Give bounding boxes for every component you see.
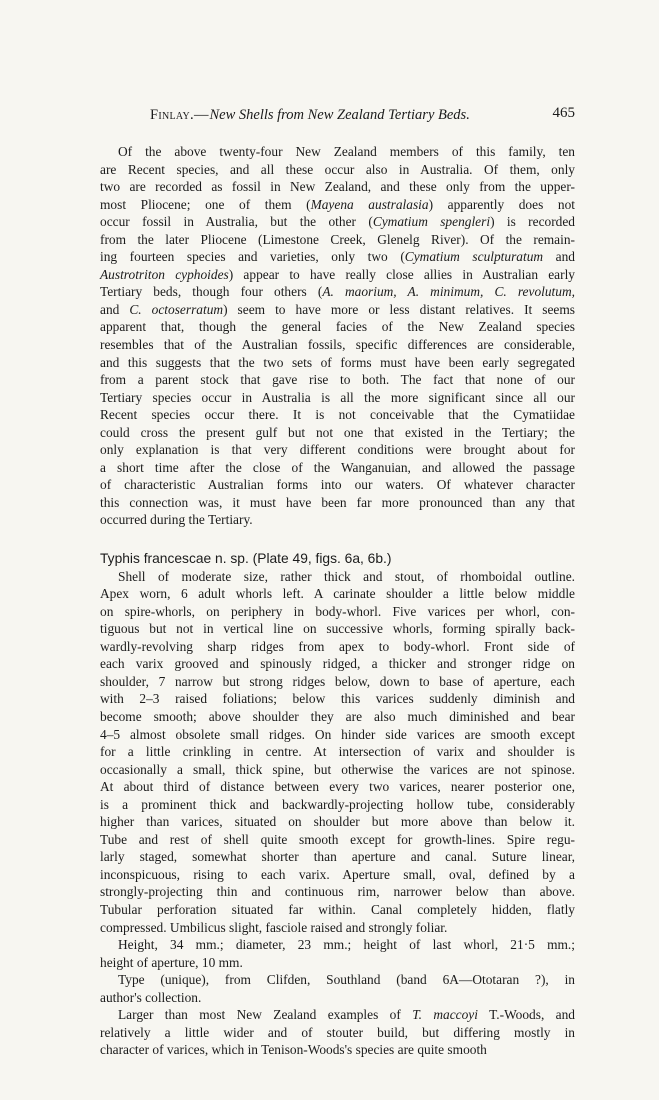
text-line — [100, 459, 575, 477]
text-line — [100, 638, 575, 656]
text-line — [100, 143, 575, 161]
text-run: ) seem to have more or less distant relatives. It seems — [223, 301, 575, 317]
paragraph-comparison — [100, 1006, 575, 1059]
text-line — [100, 389, 575, 407]
text-run: ) apparently does not — [428, 196, 575, 212]
text-line — [100, 901, 575, 919]
text-line — [100, 266, 575, 284]
text-run: Cymatium sculpturatum — [404, 249, 544, 265]
text-line — [100, 318, 575, 336]
page-number: 465 — [552, 105, 575, 121]
text-line — [100, 371, 575, 389]
text-line — [100, 178, 575, 196]
text-run: for a little crinkling in centre. At intersection of varix and shoulder is — [100, 744, 575, 760]
text-run: Austrotriton cyphoides — [100, 266, 229, 282]
text-line — [100, 919, 575, 937]
text-run: inconspicuous, rising to each varix. Aperture small, oval, defined by a — [100, 866, 575, 882]
text-run: strongly-projecting thin and continuous rim, narrower below than above. — [100, 884, 575, 900]
text-line — [100, 441, 575, 459]
text-run: of characteristic Australian forms into our waters. Of whatever character — [100, 477, 575, 493]
text-run: and this suggests that the two sets of forms must have been early segregated — [100, 354, 575, 370]
text-run: height of aperture, 10 mm. — [100, 954, 243, 970]
text-line — [100, 971, 575, 989]
text-line — [100, 476, 575, 494]
text-line — [100, 1024, 575, 1042]
species-name: Typhis francescae — [100, 551, 212, 567]
running-author: Finlay. — [150, 107, 194, 123]
text-run: each varix grooved and spinously ridged, a thicker and stronger ridge on — [100, 656, 575, 672]
text-line — [100, 406, 575, 424]
text-run: from a parent stock that gave rise to both. The fact that none of our — [100, 372, 575, 388]
text-line — [100, 761, 575, 779]
species-status: n. sp. — [215, 551, 249, 567]
text-line — [100, 778, 575, 796]
text-run: Tubular perforation situated far within. Canal completely hidden, flatly — [100, 901, 575, 917]
running-title — [150, 107, 470, 124]
text-run: larly staged, somewhat shorter than aperture and canal. Suture linear, — [100, 849, 575, 865]
text-run: shoulder, 7 narrow but strong ridges below, down to base of aperture, each — [100, 673, 575, 689]
text-run: compressed. Umbilicus slight, fasciole raised and strongly foliar. — [100, 919, 448, 935]
running-dash: — — [193, 107, 209, 123]
text-line — [100, 673, 575, 691]
text-run: become smooth; above shoulder they are also much diminished and bear — [100, 708, 575, 724]
text-line — [100, 283, 575, 301]
text-line — [100, 424, 575, 442]
text-run: author's collection. — [100, 989, 202, 1005]
text-run: Tertiary species occur in Australia is all the more significant since all our — [100, 389, 575, 405]
paragraph-type-locality — [100, 971, 575, 1006]
paragraph-cymatiidae-distribution — [100, 143, 575, 529]
text-run: A. maorium, A. minimum, C. revolutum, — [322, 284, 575, 300]
text-run: wardly-revolving sharp ridges from apex to body-whorl. Front side of — [100, 638, 575, 654]
text-run: Shell of moderate size, rather thick and stout, of rhomboidal outline. — [118, 568, 575, 584]
text-run: occasionally a small, thick spine, but otherwise the varices are not spinose. — [100, 761, 575, 777]
text-line — [100, 989, 575, 1007]
text-line — [100, 161, 575, 179]
text-line — [100, 690, 575, 708]
text-line — [100, 936, 575, 954]
plate-reference: (Plate 49, figs. 6a, 6b.) — [252, 551, 392, 567]
text-run: Tertiary beds, though four others ( — [100, 284, 323, 300]
text-run: Apex worn, 6 adult whorls left. A carinate shoulder a little below middle — [100, 586, 575, 602]
text-run: ) is recorded — [490, 214, 576, 230]
text-run: with 2–3 raised foliations; below this varices suddenly diminish and — [100, 691, 575, 707]
text-run: on spire-whorls, on periphery in body-whorl. Five varices per whorl, con- — [100, 603, 575, 619]
text-run: only explanation is that very different conditions were brought about for — [100, 442, 575, 458]
species-heading — [100, 550, 575, 568]
text-run: is a prominent thick and backwardly-projecting hollow tube, considerably — [100, 796, 575, 812]
text-run: ) appear to have really close allies in Australian early — [228, 266, 576, 282]
text-run: Cymatium spengleri — [372, 214, 491, 230]
text-line — [100, 231, 575, 249]
text-line — [100, 655, 575, 673]
text-run: At about third of distance between every two varices, nearer posterior one, — [100, 779, 575, 795]
text-run: from the later Pliocene (Limestone Creek, Glenelg River). Of the remain- — [100, 231, 575, 247]
text-run: apparent that, though the general facies of the New Zealand species — [100, 319, 575, 335]
page-header — [150, 107, 575, 127]
text-line — [100, 603, 575, 621]
text-line — [100, 301, 575, 319]
running-title-text: New Shells from New Zealand Tertiary Beds. — [209, 107, 470, 123]
text-run: relatively a little wider and of stouter build, but differing mostly in — [100, 1024, 575, 1040]
text-run: resembles that of the Australian fossils, specific differences are considerable, — [100, 337, 575, 353]
text-run: a short time after the close of the Wanganuian, and allowed the passage — [100, 459, 575, 475]
text-line — [100, 743, 575, 761]
text-line — [100, 831, 575, 849]
text-run: Tube and rest of shell quite smooth except for growth-lines. Spire regu- — [100, 831, 575, 847]
text-run: 4–5 almost obsolete small ridges. On hinder side varices are smooth except — [100, 726, 575, 742]
text-line — [100, 954, 575, 972]
text-line — [100, 213, 575, 231]
text-line — [100, 866, 575, 884]
text-line — [100, 620, 575, 638]
text-run: and — [100, 301, 130, 317]
text-run: occurred during the Tertiary. — [100, 512, 253, 528]
text-line — [100, 511, 575, 529]
text-run: this connection was, it must have been far more pronounced than any that — [100, 494, 575, 510]
text-run: could cross the present gulf but not one that existed in the Tertiary; the — [100, 424, 575, 440]
text-line — [100, 248, 575, 266]
text-run: are Recent species, and all these occur also in Australia. Of them, only — [100, 161, 575, 177]
text-line — [100, 726, 575, 744]
text-line — [100, 813, 575, 831]
text-line — [100, 1041, 575, 1059]
section-gap — [100, 529, 575, 550]
text-line — [100, 883, 575, 901]
text-line — [100, 336, 575, 354]
text-run: and — [543, 249, 575, 265]
text-run: most Pliocene; one of them ( — [100, 196, 311, 212]
text-run: Larger than most New Zealand examples of — [118, 1007, 413, 1023]
text-run: Height, 34 mm.; diameter, 23 mm.; height of last whorl, 21·5 mm.; — [118, 937, 575, 953]
text-run: Of the above twenty-four New Zealand members of this family, ten — [118, 144, 575, 159]
text-line — [100, 354, 575, 372]
text-run: Type (unique), from Clifden, Southland (band 6A—Ototaran ?), in — [118, 972, 575, 988]
text-run: T.-Woods, and — [477, 1007, 575, 1023]
text-run: Mayena australasia — [310, 196, 429, 212]
text-run: Recent species occur there. It is not conceivable that the Cymatiidae — [100, 407, 575, 423]
text-line — [100, 568, 575, 586]
text-line — [100, 796, 575, 814]
text-run: two are recorded as fossil in New Zealand, and these only from the upper- — [100, 179, 575, 195]
paragraph-description — [100, 568, 575, 936]
text-run: higher than varices, situated on shoulder but more above than below it. — [100, 814, 575, 830]
page-body — [100, 143, 575, 1059]
text-run: tiguous but not in vertical line on successive whorls, forming spirally back- — [100, 621, 575, 637]
text-line — [100, 708, 575, 726]
paragraph-measurements — [100, 936, 575, 971]
text-line — [100, 196, 575, 214]
text-run: ing fourteen species and varieties, only two ( — [100, 249, 405, 265]
text-run: C. octoserratum — [129, 301, 224, 317]
text-run: character of varices, which in Tenison-Woods's species are quite smooth — [100, 1042, 487, 1058]
text-run: occur fossil in Australia, but the other ( — [100, 214, 373, 230]
text-line — [100, 848, 575, 866]
text-line — [100, 585, 575, 603]
text-line — [100, 1006, 575, 1024]
text-line — [100, 494, 575, 512]
text-run: T. maccoyi — [412, 1007, 478, 1023]
